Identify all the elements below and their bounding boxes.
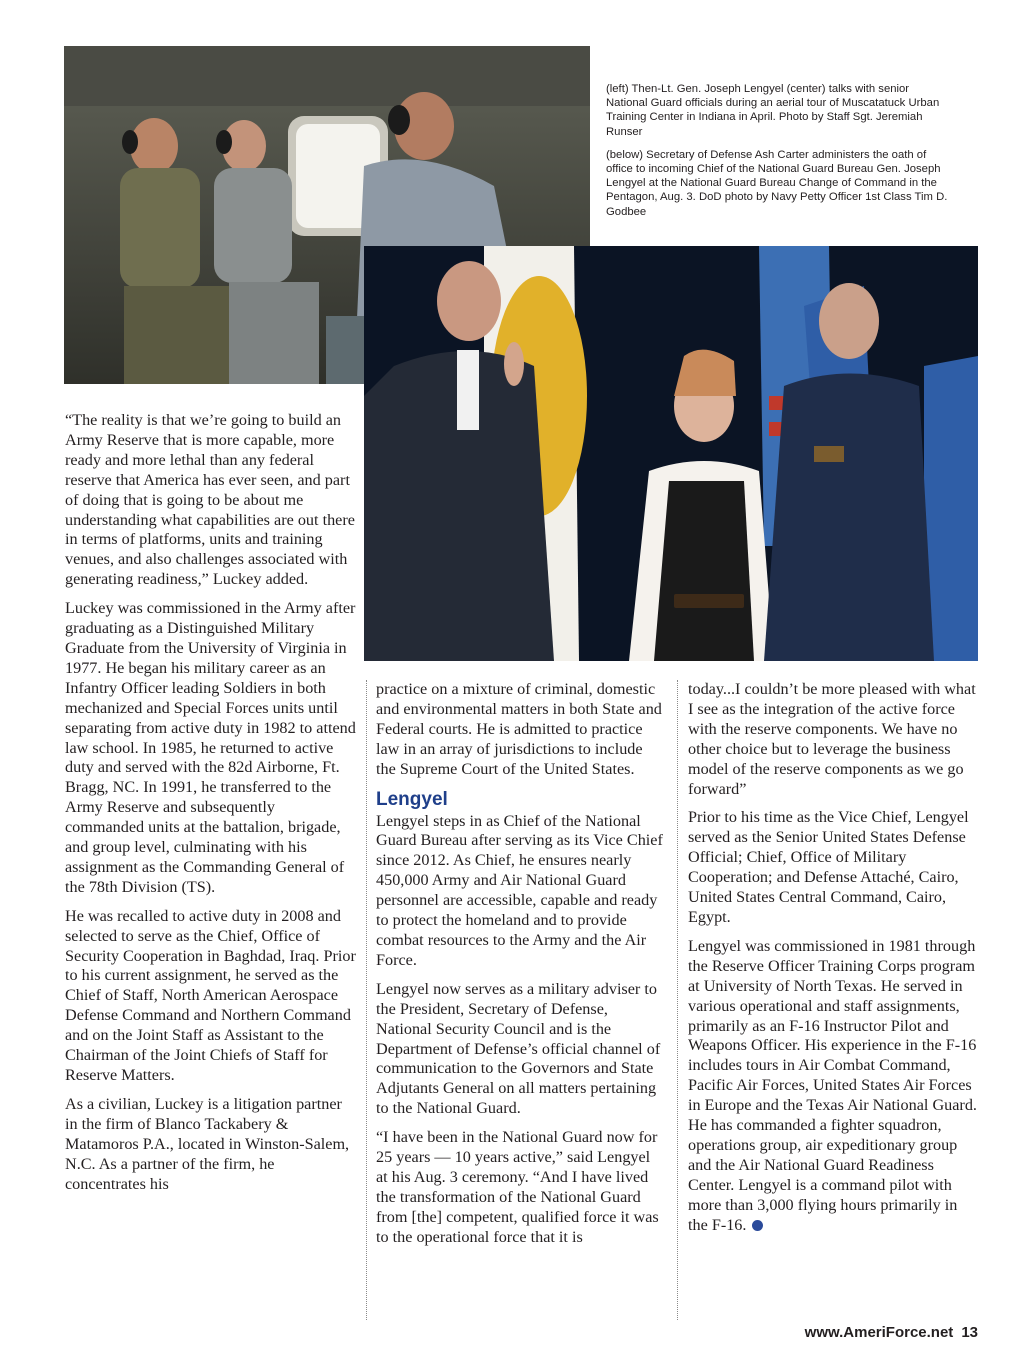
article-column-middle [376, 680, 664, 1257]
body-paragraph: As a civilian, Luckey is a litigation partner in the firm of Blanco Tackabery & Matamoros P.A., located in Winston-Salem, N.C. As a partner of the firm, he concentrates his [65, 1094, 350, 1193]
section-heading: Lengyel [376, 788, 448, 810]
ceremony-photo [364, 246, 978, 661]
caption-below: (below) Secretary of Defense Ash Carter administers the oath of office to incoming Chief of the National Guard Bureau Gen. Joseph Lengyel at the National Guard Bureau Change of Command in the Pentagon, Aug. 3. DoD photo by Navy Petty Officer 1st Class Tim D. Godbee [606, 148, 948, 218]
body-paragraph: He was recalled to active duty in 2008 and selected to serve as the Chief, Office of Security Cooperation in Baghdad, Iraq. Prior to his current assignment, he served as the Chief of Staff, North American Aerospace Defense Command and Northern Command and on the Joint Staff as Assistant to the Chairman of the Joint Chiefs of Staff for Reserve Matters. [65, 906, 356, 1084]
end-of-article-icon [752, 1220, 763, 1231]
body-paragraph: Luckey was commissioned in the Army after graduating as a Distinguished Military Graduate from the University of Virginia in 1977. He began his military career as an Infantry Officer leading Soldiers in both mechanized and Special Forces units until separating from active duty in 1982 to attend law school. In 1985, he returned to active duty and served with the 82d Airborne, Ft. Bragg, NC. In 1991, he transferred to the Army Reserve and subsequently commanded units at the battalion, brigade, and group level, culminating with his assignment as the Commanding General of the 78th Division (TS). [65, 599, 356, 896]
body-paragraph: Lengyel steps in as Chief of the National Guard Bureau after serving as its Vice Chief since 2012. As Chief, he ensures nearly 450,000 Army and Air National Guard personnel are accessible, capable and ready to protect the homeland and to provide combat resources to the Army and the Air Force. [376, 811, 663, 969]
quote-paragraph: “The reality is that we’re going to build an Army Reserve that is more capable, more ready and more lethal than any federal reserve that America has ever seen, and part of doing that is going to be about me understanding what capabilities are out there in terms of platforms, units and training venues, and also challenges associated with generating readiness,” Luckey added. [65, 411, 355, 589]
caption-left: (left) Then-Lt. Gen. Joseph Lengyel (center) talks with senior National Guard officials during an aerial tour of Muscatatuck Urban Training Center in Indiana in April. Photo by Staff Sgt. Jeremiah Runser [606, 83, 940, 138]
page-footer [805, 1324, 978, 1341]
body-paragraph: Lengyel now serves as a military adviser to the President, Secretary of Defense, National Security Council and is the Department of Defense’s official channel of communication to the Governors and State Adjutants General on all matters pertaining to the National Guard. [376, 979, 661, 1118]
quote-paragraph: “I have been in the National Guard now for 25 years — 10 years active,” said Lengyel at his Aug. 3 ceremony. “And I have lived the transformation of the National Guard from [the] competent, qualified force it was to the operational force that it is [376, 1128, 659, 1246]
body-text: Lengyel was commissioned in 1981 through the Reserve Officer Training Corps program at University of North Texas. He served in various operational and staff assignments, primarily as an F-16 Instructor Pilot and Weapons Officer. His experience in the F-16 includes tours in Air Combat Command, Pacific Air Forces, United States Air Forces in Europe and the Texas Air National Guard. He has commanded a fighter squadron, operations group, air expeditionary group and the Air National Guard Readiness Center. Lengyel is a command pilot with more than 3,000 flying hours primarily in the F-16. [688, 936, 977, 1234]
column-divider [677, 680, 678, 1320]
photo-captions [606, 82, 951, 228]
body-paragraph [688, 937, 980, 1236]
body-paragraph: Prior to his time as the Vice Chief, Lengyel served as the Senior United States Defense Official; Chief, Office of Military Cooperation; and Defense Attaché, Cairo, United States Central Command, Cairo, Egypt. [688, 808, 969, 926]
quote-paragraph: today...I couldn’t be more pleased with what I see as the integration of the active force with the reserve components. We have no other choice but to leverage the business model of the reserve components as we go forward” [688, 680, 976, 798]
page-number: 13 [961, 1324, 978, 1341]
body-paragraph: practice on a mixture of criminal, domestic and environmental matters in both State and Federal courts. He is admitted to practice law in an array of jurisdictions to include the Supreme Court of the United States. [376, 680, 662, 778]
article-column-left [65, 411, 357, 1203]
website-link[interactable]: www.AmeriForce.net [804, 1324, 954, 1341]
column-divider [366, 680, 367, 1320]
article-column-right [688, 680, 980, 1244]
